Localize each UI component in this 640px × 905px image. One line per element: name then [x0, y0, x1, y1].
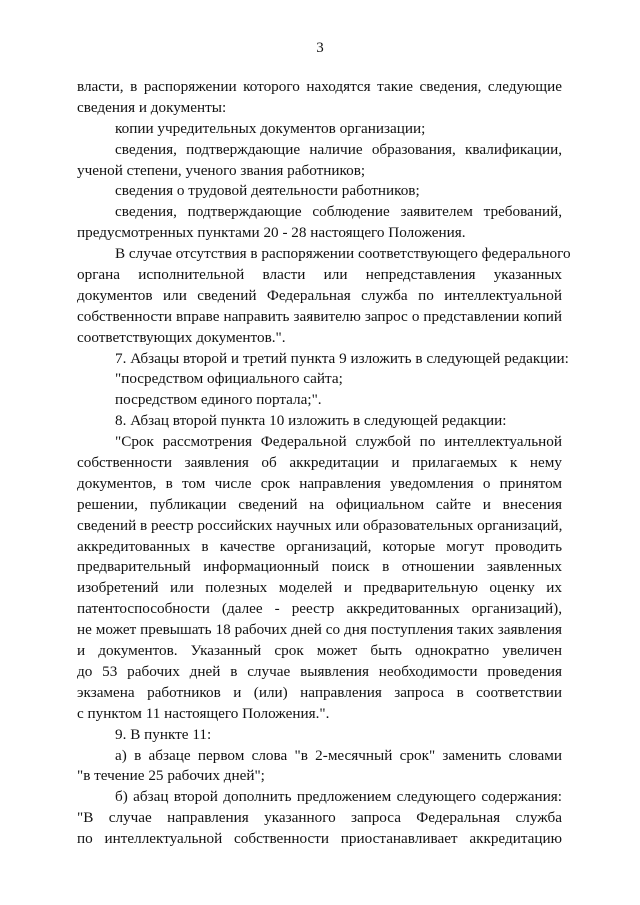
- text-line: органа исполнительной власти или непредставления указанных: [77, 266, 562, 284]
- text-line: ученой степени, ученого звания работников;: [77, 161, 366, 179]
- text-line: предварительный информационный поиск в отношении заявленных: [77, 558, 562, 576]
- text-line: сведения и документы:: [77, 98, 227, 116]
- text-line: копии учредительных документов организации;: [115, 119, 426, 137]
- text-line: сведений в реестр российских научных или образовательных организаций,: [77, 516, 563, 534]
- text-line: "посредством официального сайта;: [115, 370, 343, 388]
- text-line: и документов. Указанный срок может быть однократно увеличен: [77, 642, 562, 660]
- text-line: "В случае направления указанного запроса Федеральная служба: [77, 809, 562, 827]
- text-line: В случае отсутствия в распоряжении соответствующего федерального: [115, 245, 571, 263]
- text-line: изобретений или полезных моделей и предварительную оценку их: [77, 579, 562, 597]
- text-line: "в течение 25 рабочих дней";: [77, 767, 265, 785]
- text-line: 8. Абзац второй пункта 10 изложить в следующей редакции:: [115, 412, 507, 430]
- text-line: аккредитованных в качестве организаций, которые могут проводить: [77, 537, 562, 555]
- page-number: 3: [316, 40, 324, 56]
- text-line: экзамена работников и (или) направления запроса в соответствии: [77, 683, 562, 701]
- text-line: по интеллектуальной собственности приостанавливает аккредитацию: [77, 830, 562, 848]
- text-line: сведения о трудовой деятельности работников;: [115, 182, 420, 200]
- text-line: сведения, подтверждающие наличие образования, квалификации,: [115, 140, 562, 158]
- text-line: сведения, подтверждающие соблюдение заявителем требований,: [115, 203, 562, 221]
- text-line: власти, в распоряжении которого находятся такие сведения, следующие: [77, 78, 562, 95]
- text-line: 7. Абзацы второй и третий пункта 9 изложить в следующей редакции:: [115, 349, 569, 367]
- text-line: 9. В пункте 11:: [115, 725, 212, 743]
- text-line: решении, публикации сведений на официальном сайте и внесения: [77, 495, 562, 513]
- text-line: документов или сведений Федеральная служба по интеллектуальной: [77, 286, 562, 304]
- text-line: а) в абзаце первом слова "в 2-месячный срок" заменить словами: [115, 746, 562, 764]
- body-text: [77, 77, 571, 850]
- text-line: "Срок рассмотрения Федеральной службой по интеллектуальной: [115, 433, 562, 451]
- text-line: предусмотренных пунктами 20 - 28 настоящего Положения.: [77, 224, 466, 242]
- text-line: соответствующих документов.".: [77, 328, 286, 346]
- text-line: до 53 рабочих дней в случае выявления необходимости проведения: [77, 662, 562, 680]
- text-line: не может превышать 18 рабочих дней со дня поступления таких заявления: [77, 621, 562, 639]
- text-line: документов, в том числе срок направления уведомления о принятом: [77, 474, 562, 492]
- text-line: патентоспособности (далее - реестр аккредитованных организаций),: [77, 600, 562, 618]
- text-line: с пунктом 11 настоящего Положения.".: [77, 704, 330, 722]
- text-line: собственности заявления об аккредитации и прилагаемых к нему: [77, 454, 562, 472]
- text-line: посредством единого портала;".: [115, 391, 322, 409]
- text-line: б) абзац второй дополнить предложением следующего содержания:: [115, 788, 562, 806]
- text-line: собственности вправе направить заявителю запрос о представлении копий: [77, 307, 562, 325]
